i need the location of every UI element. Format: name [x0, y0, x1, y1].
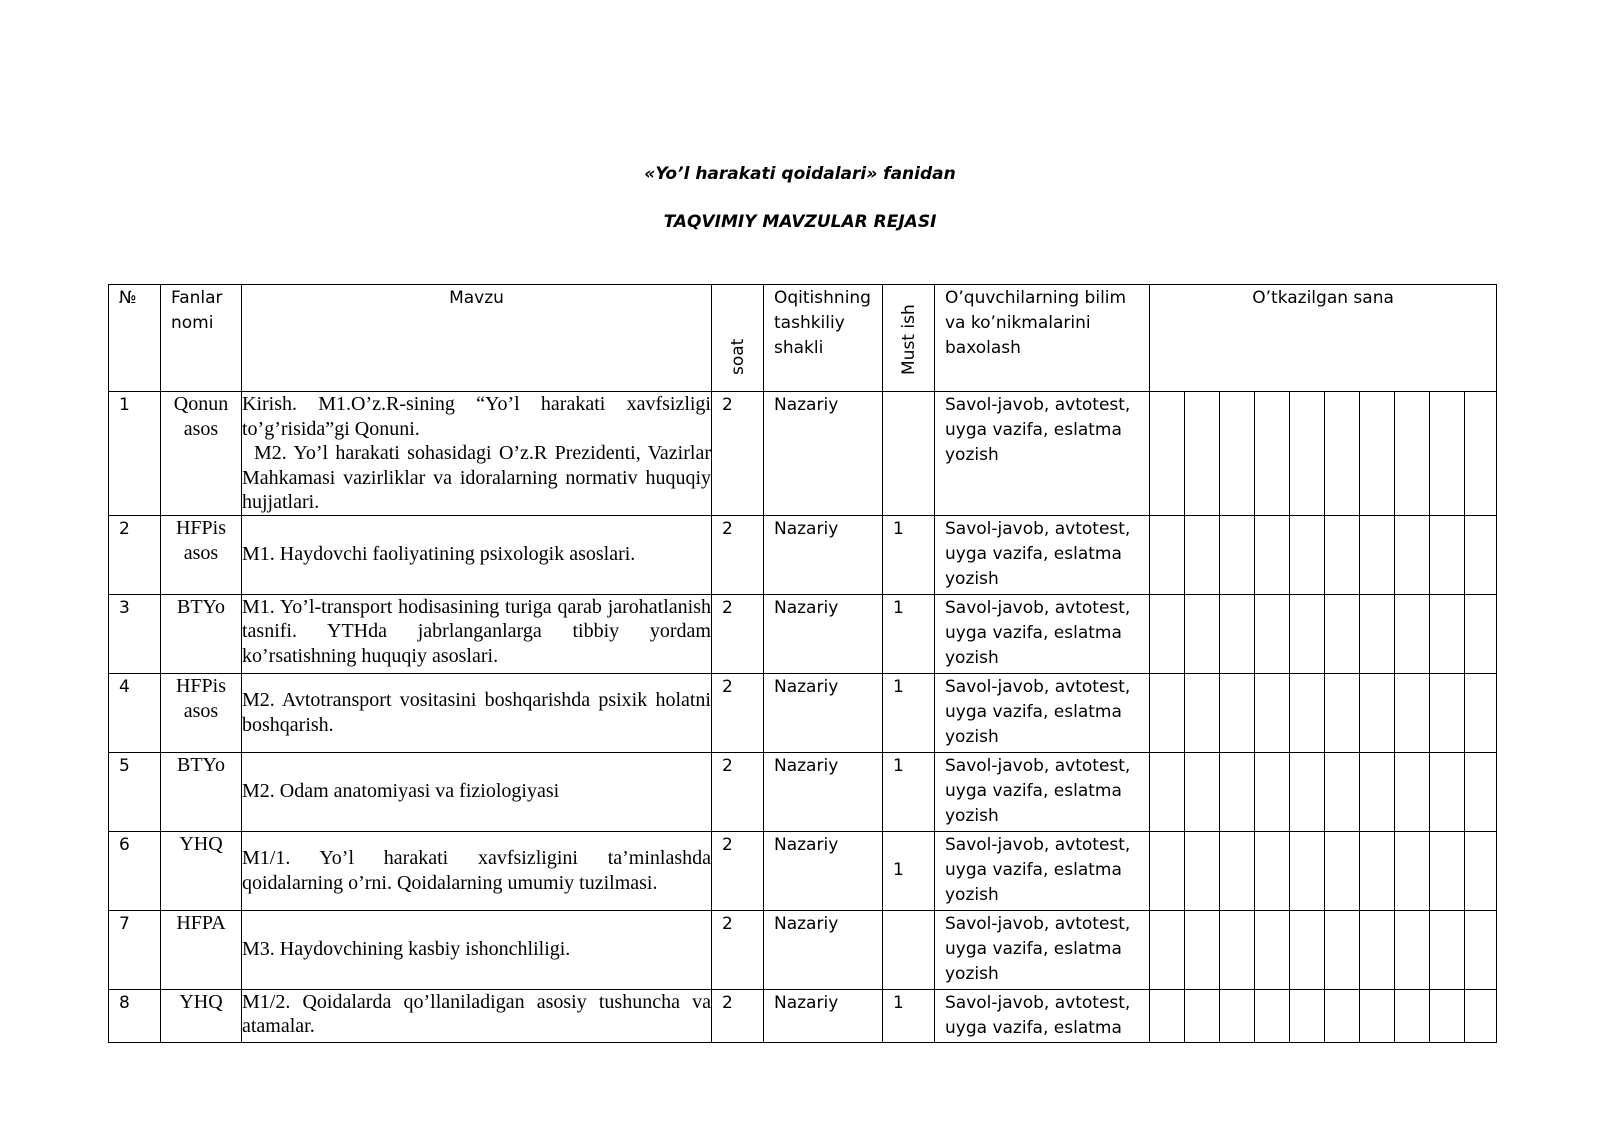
row-shakl: Nazariy	[774, 518, 839, 539]
date-cell	[1465, 989, 1497, 1042]
date-cell	[1255, 594, 1290, 673]
row-number: 4	[119, 676, 130, 697]
date-cell	[1150, 392, 1185, 516]
row-number: 7	[119, 913, 130, 934]
calendar-plan-table	[108, 284, 1497, 1043]
header-sana: O’tkazilgan sana	[1252, 288, 1394, 308]
row-must: 1	[893, 860, 904, 880]
date-cell	[1150, 831, 1185, 910]
date-cell	[1150, 989, 1185, 1042]
date-cell	[1325, 515, 1360, 594]
row-mavzu: M1. Yo’l-transport hodisasining turiga qarab jarohatlanish tasnifi. YTHda jabrlanganlarga tibbiy yordam ko’rsatishning huquqiy asoslari.	[242, 595, 711, 667]
header-num: №	[119, 288, 137, 308]
row-shakl: Nazariy	[774, 597, 839, 618]
date-cell	[1255, 752, 1290, 831]
row-fan: YHQ	[161, 831, 242, 910]
date-cell	[1465, 392, 1497, 516]
date-cell	[1150, 673, 1185, 752]
date-cell	[1395, 752, 1430, 831]
date-cell	[1465, 752, 1497, 831]
date-cell	[1220, 673, 1255, 752]
row-shakl: Nazariy	[774, 913, 839, 934]
date-cell	[1290, 752, 1325, 831]
date-cell	[1395, 515, 1430, 594]
date-cell	[1220, 910, 1255, 989]
date-cell	[1430, 515, 1465, 594]
date-cell	[1395, 831, 1430, 910]
date-cell	[1360, 594, 1395, 673]
header-must: Must ish	[898, 304, 919, 375]
row-baho: Savol-javob, avtotest, uyga vazifa, eslatma yozish	[945, 518, 1131, 589]
table-row	[109, 752, 1497, 831]
row-must	[883, 911, 934, 913]
date-cell	[1395, 594, 1430, 673]
row-shakl: Nazariy	[774, 834, 839, 855]
row-fan: HFPA	[161, 910, 242, 989]
date-cell	[1255, 392, 1290, 516]
header-mavzu: Mavzu	[449, 288, 504, 308]
row-mavzu: M1/1. Yo’l harakati xavfsizligini ta’minlashda qoidalarning o’rni. Qoidalarning umumiy tuzilmasi.	[242, 847, 711, 894]
date-cell	[1150, 594, 1185, 673]
row-mavzu: M2. Odam anatomiyasi va fiziologiyasi	[242, 780, 560, 803]
date-cell	[1220, 515, 1255, 594]
date-cell	[1290, 515, 1325, 594]
date-cell	[1185, 989, 1220, 1042]
date-cell	[1430, 673, 1465, 752]
date-cell	[1360, 831, 1395, 910]
row-soat: 2	[722, 755, 733, 776]
row-mavzu: M1. Haydovchi faoliyatining psixologik asoslari.	[242, 543, 636, 566]
date-cell	[1465, 673, 1497, 752]
date-cell	[1465, 831, 1497, 910]
date-cell	[1220, 392, 1255, 516]
row-fan: HFPis asos	[161, 515, 242, 594]
row-fan: YHQ	[161, 989, 242, 1042]
row-shakl: Nazariy	[774, 755, 839, 776]
row-fan: HFPis asos	[161, 673, 242, 752]
row-number: 6	[119, 834, 130, 855]
row-must	[883, 392, 934, 394]
date-cell	[1395, 989, 1430, 1042]
date-cell	[1255, 515, 1290, 594]
row-soat: 2	[722, 834, 733, 855]
date-cell	[1150, 752, 1185, 831]
date-cell	[1360, 989, 1395, 1042]
date-cell	[1325, 594, 1360, 673]
date-cell	[1325, 989, 1360, 1042]
date-cell	[1255, 989, 1290, 1042]
date-cell	[1150, 910, 1185, 989]
header-row	[109, 285, 1497, 392]
date-cell	[1465, 515, 1497, 594]
row-baho: Savol-javob, avtotest, uyga vazifa, eslatma	[945, 992, 1131, 1038]
date-cell	[1360, 515, 1395, 594]
date-cell	[1185, 515, 1220, 594]
row-number: 3	[119, 597, 130, 618]
date-cell	[1430, 392, 1465, 516]
date-cell	[1325, 910, 1360, 989]
row-soat: 2	[722, 913, 733, 934]
row-soat: 2	[722, 992, 733, 1013]
row-soat: 2	[722, 597, 733, 618]
header-soat: soat	[727, 338, 748, 375]
row-number: 1	[119, 395, 130, 415]
row-mavzu: M1/2. Qoidalarda qo’llaniladigan asosiy tushuncha va atamalar.	[242, 990, 711, 1037]
table-row	[109, 515, 1497, 594]
row-baho: Savol-javob, avtotest, uyga vazifa, eslatma yozish	[945, 597, 1131, 668]
date-cell	[1395, 392, 1430, 516]
date-cell	[1220, 989, 1255, 1042]
row-must: 1	[893, 676, 904, 697]
row-baho: Savol-javob, avtotest, uyga vazifa, eslatma yozish	[945, 755, 1131, 826]
date-cell	[1185, 673, 1220, 752]
date-cell	[1325, 392, 1360, 516]
header-shakl: Oqitishning tashkiliy shakli	[774, 288, 871, 358]
date-cell	[1220, 594, 1255, 673]
header-fan: Fanlar nomi	[171, 288, 223, 333]
row-shakl: Nazariy	[774, 992, 839, 1013]
row-baho: Savol-javob, avtotest, uyga vazifa, eslatma yozish	[945, 395, 1131, 465]
row-mavzu: Kirish. M1.O’z.R-sining “Yo’l harakati xavfsizligi to’g’risida”gi Qonuni.	[242, 393, 711, 440]
date-cell	[1220, 831, 1255, 910]
row-soat: 2	[722, 395, 733, 415]
row-must: 1	[893, 755, 904, 776]
date-cell	[1430, 910, 1465, 989]
date-cell	[1150, 515, 1185, 594]
date-cell	[1325, 752, 1360, 831]
row-mavzu-part2: M2. Yo’l harakati sohasidagi O’z.R Prezidenti, Vazirlar Mahkamasi vazirliklar va idoralarning normativ huquqiy hujjatlari.	[242, 442, 711, 513]
row-number: 8	[119, 992, 130, 1013]
row-fan: BTYo	[161, 752, 242, 831]
date-cell	[1360, 910, 1395, 989]
date-cell	[1185, 910, 1220, 989]
row-number: 5	[119, 755, 130, 776]
table-row	[109, 831, 1497, 910]
date-cell	[1360, 752, 1395, 831]
row-shakl: Nazariy	[774, 676, 839, 697]
date-cell	[1465, 594, 1497, 673]
row-must: 1	[893, 518, 904, 539]
date-cell	[1185, 594, 1220, 673]
row-baho: Savol-javob, avtotest, uyga vazifa, eslatma yozish	[945, 834, 1131, 905]
table-row	[109, 910, 1497, 989]
date-cell	[1430, 752, 1465, 831]
date-cell	[1325, 673, 1360, 752]
row-number: 2	[119, 518, 130, 539]
row-shakl: Nazariy	[774, 395, 839, 415]
date-cell	[1360, 673, 1395, 752]
date-cell	[1255, 831, 1290, 910]
date-cell	[1465, 910, 1497, 989]
date-cell	[1185, 752, 1220, 831]
table-row	[109, 594, 1497, 673]
table-row	[109, 392, 1497, 516]
date-cell	[1290, 989, 1325, 1042]
date-cell	[1290, 831, 1325, 910]
row-soat: 2	[722, 676, 733, 697]
date-cell	[1325, 831, 1360, 910]
row-mavzu: M2. Avtotransport vositasini boshqarishda psixik holatni boshqarish.	[242, 689, 711, 736]
date-cell	[1220, 752, 1255, 831]
row-mavzu: M3. Haydovchining kasbiy ishonchliligi.	[242, 938, 571, 961]
date-cell	[1430, 594, 1465, 673]
date-cell	[1185, 392, 1220, 516]
date-cell	[1430, 989, 1465, 1042]
table-row	[109, 673, 1497, 752]
row-baho: Savol-javob, avtotest, uyga vazifa, eslatma yozish	[945, 913, 1131, 984]
date-cell	[1395, 673, 1430, 752]
date-cell	[1290, 910, 1325, 989]
header-baho: O’quvchilarning bilim va ko’nikmalarini baxolash	[945, 288, 1127, 358]
date-cell	[1290, 392, 1325, 516]
date-cell	[1185, 831, 1220, 910]
row-soat: 2	[722, 518, 733, 539]
date-cell	[1290, 673, 1325, 752]
row-fan: Qonun asos	[161, 392, 242, 516]
date-cell	[1255, 673, 1290, 752]
table-row	[109, 989, 1497, 1042]
date-cell	[1360, 392, 1395, 516]
row-fan: BTYo	[161, 594, 242, 673]
row-must: 1	[893, 597, 904, 618]
date-cell	[1290, 594, 1325, 673]
row-must: 1	[893, 992, 904, 1013]
document-subtitle: TAQVIMIY MAVZULAR REJASI	[663, 212, 937, 232]
date-cell	[1255, 910, 1290, 989]
row-baho: Savol-javob, avtotest, uyga vazifa, eslatma yozish	[945, 676, 1131, 747]
date-cell	[1430, 831, 1465, 910]
date-cell	[1395, 910, 1430, 989]
document-title: «Yo’l harakati qoidalari» fanidan	[644, 164, 956, 184]
